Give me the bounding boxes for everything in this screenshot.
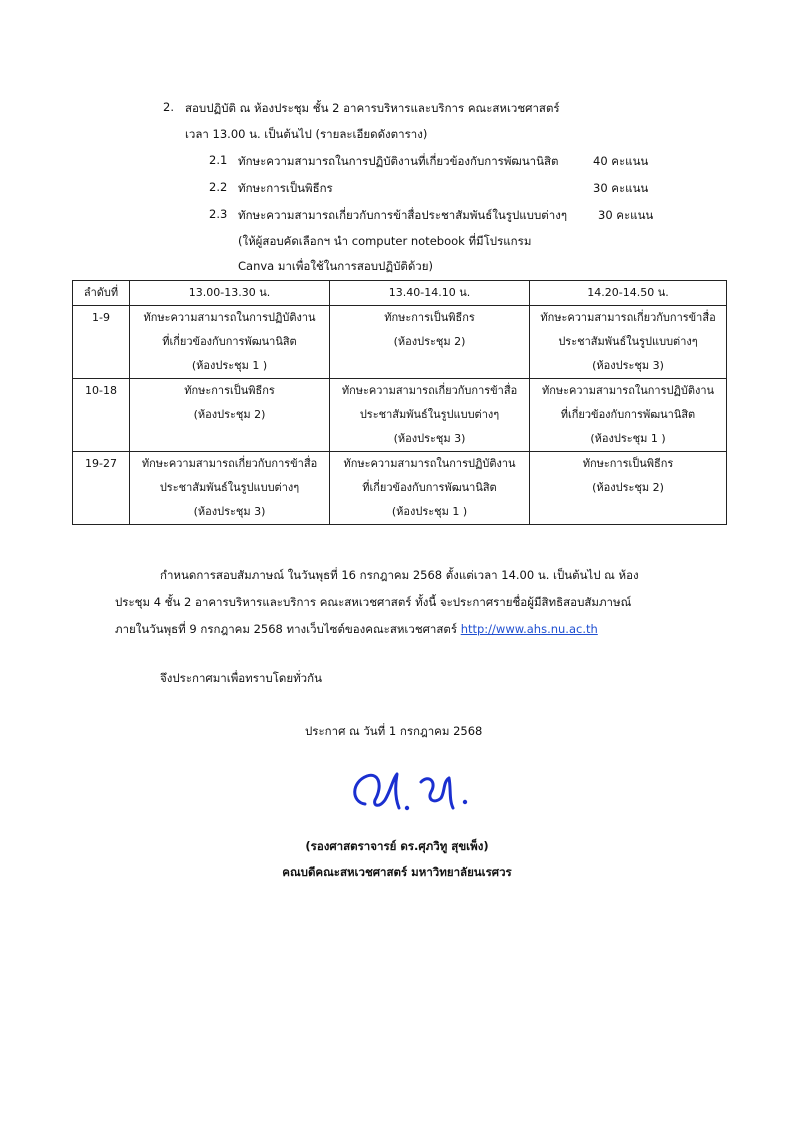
announce-date: ประกาศ ณ วันที่ 1 กรกฎาคม 2568 — [305, 724, 483, 738]
interview-line — [115, 616, 690, 643]
column-header: 14.20-14.50 น. — [530, 281, 727, 306]
cell-line: ประชาสัมพันธ์ในรูปแบบต่างๆ — [558, 335, 698, 348]
cell-line: ที่เกี่ยวข้องกับการพัฒนานิสิต — [362, 481, 497, 494]
item-title: สอบปฏิบัติ ณ ห้องประชุม ชั้น 2 อาคารบริหารและบริการ คณะสหเวชศาสตร์ — [185, 101, 560, 115]
cell-line: (ห้องประชุม 1 ) — [391, 505, 468, 518]
column-header: ลำดับที่ — [73, 281, 130, 306]
cell-line: (ห้องประชุม 3) — [193, 505, 266, 518]
cell-line: ทักษะการเป็นพิธีกร — [184, 384, 275, 397]
interview-line: กำหนดการสอบสัมภาษณ์ ในวันพุธที่ 16 กรกฎาคม 2568 ตั้งแต่เวลา 14.00 น. เป็นต้นไป ณ ห้อง — [160, 568, 639, 582]
cell-line: ทักษะความสามารถเกี่ยวกับการข้าสื่อ — [141, 457, 318, 470]
closing-statement: จึงประกาศมาเพื่อทราบโดยทั่วกัน — [160, 671, 322, 685]
cell-line: (ห้องประชุม 3) — [393, 432, 466, 445]
table-cell — [330, 306, 530, 379]
subitem-text: ทักษะความสามารถเกี่ยวกับการข้าสื่อประชาสัมพันธ์ในรูปแบบต่างๆ — [238, 208, 567, 222]
interview-paragraph — [115, 562, 690, 643]
cell-line: (ห้องประชุม 2) — [193, 408, 266, 421]
cell-line: ทักษะความสามารถในการปฏิบัติงาน — [143, 311, 316, 324]
table-row — [73, 379, 727, 452]
cell-line: ทักษะการเป็นพิธีกร — [384, 311, 475, 324]
cell-line: (ห้องประชุม 1 ) — [191, 359, 268, 372]
table-cell — [530, 379, 727, 452]
cell-line: ทักษะความสามารถในการปฏิบัติงาน — [541, 384, 715, 397]
cell-line: (ห้องประชุม 3) — [592, 359, 664, 372]
table-cell — [330, 379, 530, 452]
signature-image — [345, 762, 475, 822]
cell-line: ทักษะความสามารถในการปฏิบัติงาน — [343, 457, 516, 470]
subitem-score: 40 คะแนน — [593, 154, 649, 168]
interview-line-text: ภายในวันพุธที่ 9 กรกฎาคม 2568 ทางเว็บไซต์ของคณะสหเวชศาสตร์ — [115, 622, 461, 636]
subitem-number: 2.1 — [209, 153, 228, 167]
cell-line: ที่เกี่ยวข้องกับการพัฒนานิสิต — [560, 408, 696, 421]
order-cell: 1-9 — [73, 306, 130, 379]
table-cell — [130, 379, 330, 452]
cell-line: ประชาสัมพันธ์ในรูปแบบต่างๆ — [159, 481, 300, 494]
cell-line: (ห้องประชุม 2) — [592, 481, 664, 494]
subitem-note-line: Canva มาเพื่อใช้ในการสอบปฏิบัติด้วย) — [238, 259, 433, 273]
table-cell — [330, 452, 530, 525]
signer-title: คณบดีคณะสหเวชศาสตร์ มหาวิทยาลัยนเรศวร — [282, 865, 512, 879]
order-cell: 19-27 — [73, 452, 130, 525]
table-cell — [130, 306, 330, 379]
subitem-number: 2.3 — [209, 207, 228, 221]
subitem-score: 30 คะแนน — [598, 208, 654, 222]
item-time: เวลา 13.00 น. เป็นต้นไป (รายละเอียดดังตาราง) — [185, 127, 428, 141]
interview-line: ประชุม 4 ชั้น 2 อาคารบริหารและบริการ คณะสหเวชศาสตร์ ทั้งนี้ จะประกาศรายชื่อผู้มีสิทธิสอบสัมภาษณ์ — [115, 595, 632, 609]
cell-line: (ห้องประชุม 1 ) — [590, 432, 666, 445]
table-cell — [530, 452, 727, 525]
item-number: 2. — [163, 100, 174, 114]
column-header: 13.00-13.30 น. — [130, 281, 330, 306]
cell-line: ทักษะความสามารถเกี่ยวกับการข้าสื่อ — [341, 384, 518, 397]
table-row — [73, 306, 727, 379]
signer-name: (รองศาสตราจารย์ ดร.ศุภวิทู สุขเพ็ง) — [305, 839, 489, 853]
cell-line: ทักษะความสามารถเกี่ยวกับการข้าสื่อ — [540, 311, 716, 324]
subitem-number: 2.2 — [209, 180, 228, 194]
table-cell — [130, 452, 330, 525]
subitem-text: ทักษะความสามารถในการปฏิบัติงานที่เกี่ยวข้องกับการพัฒนานิสิต — [238, 154, 559, 168]
cell-line: ทักษะการเป็นพิธีกร — [582, 457, 674, 470]
order-cell: 10-18 — [73, 379, 130, 452]
table-cell — [530, 306, 727, 379]
subitem-score: 30 คะแนน — [593, 181, 649, 195]
subitem-note-line: (ให้ผู้สอบคัดเลือกฯ นำ computer notebook ที่มีโปรแกรม — [238, 234, 532, 248]
table-header-row — [73, 281, 727, 306]
schedule-table — [72, 280, 727, 525]
cell-line: ประชาสัมพันธ์ในรูปแบบต่างๆ — [359, 408, 500, 421]
cell-line: ที่เกี่ยวข้องกับการพัฒนานิสิต — [162, 335, 297, 348]
column-header: 13.40-14.10 น. — [330, 281, 530, 306]
cell-line: (ห้องประชุม 2) — [393, 335, 466, 348]
table-row — [73, 452, 727, 525]
website-link[interactable]: http://www.ahs.nu.ac.th — [460, 622, 598, 636]
subitem-text: ทักษะการเป็นพิธีกร — [238, 181, 333, 195]
